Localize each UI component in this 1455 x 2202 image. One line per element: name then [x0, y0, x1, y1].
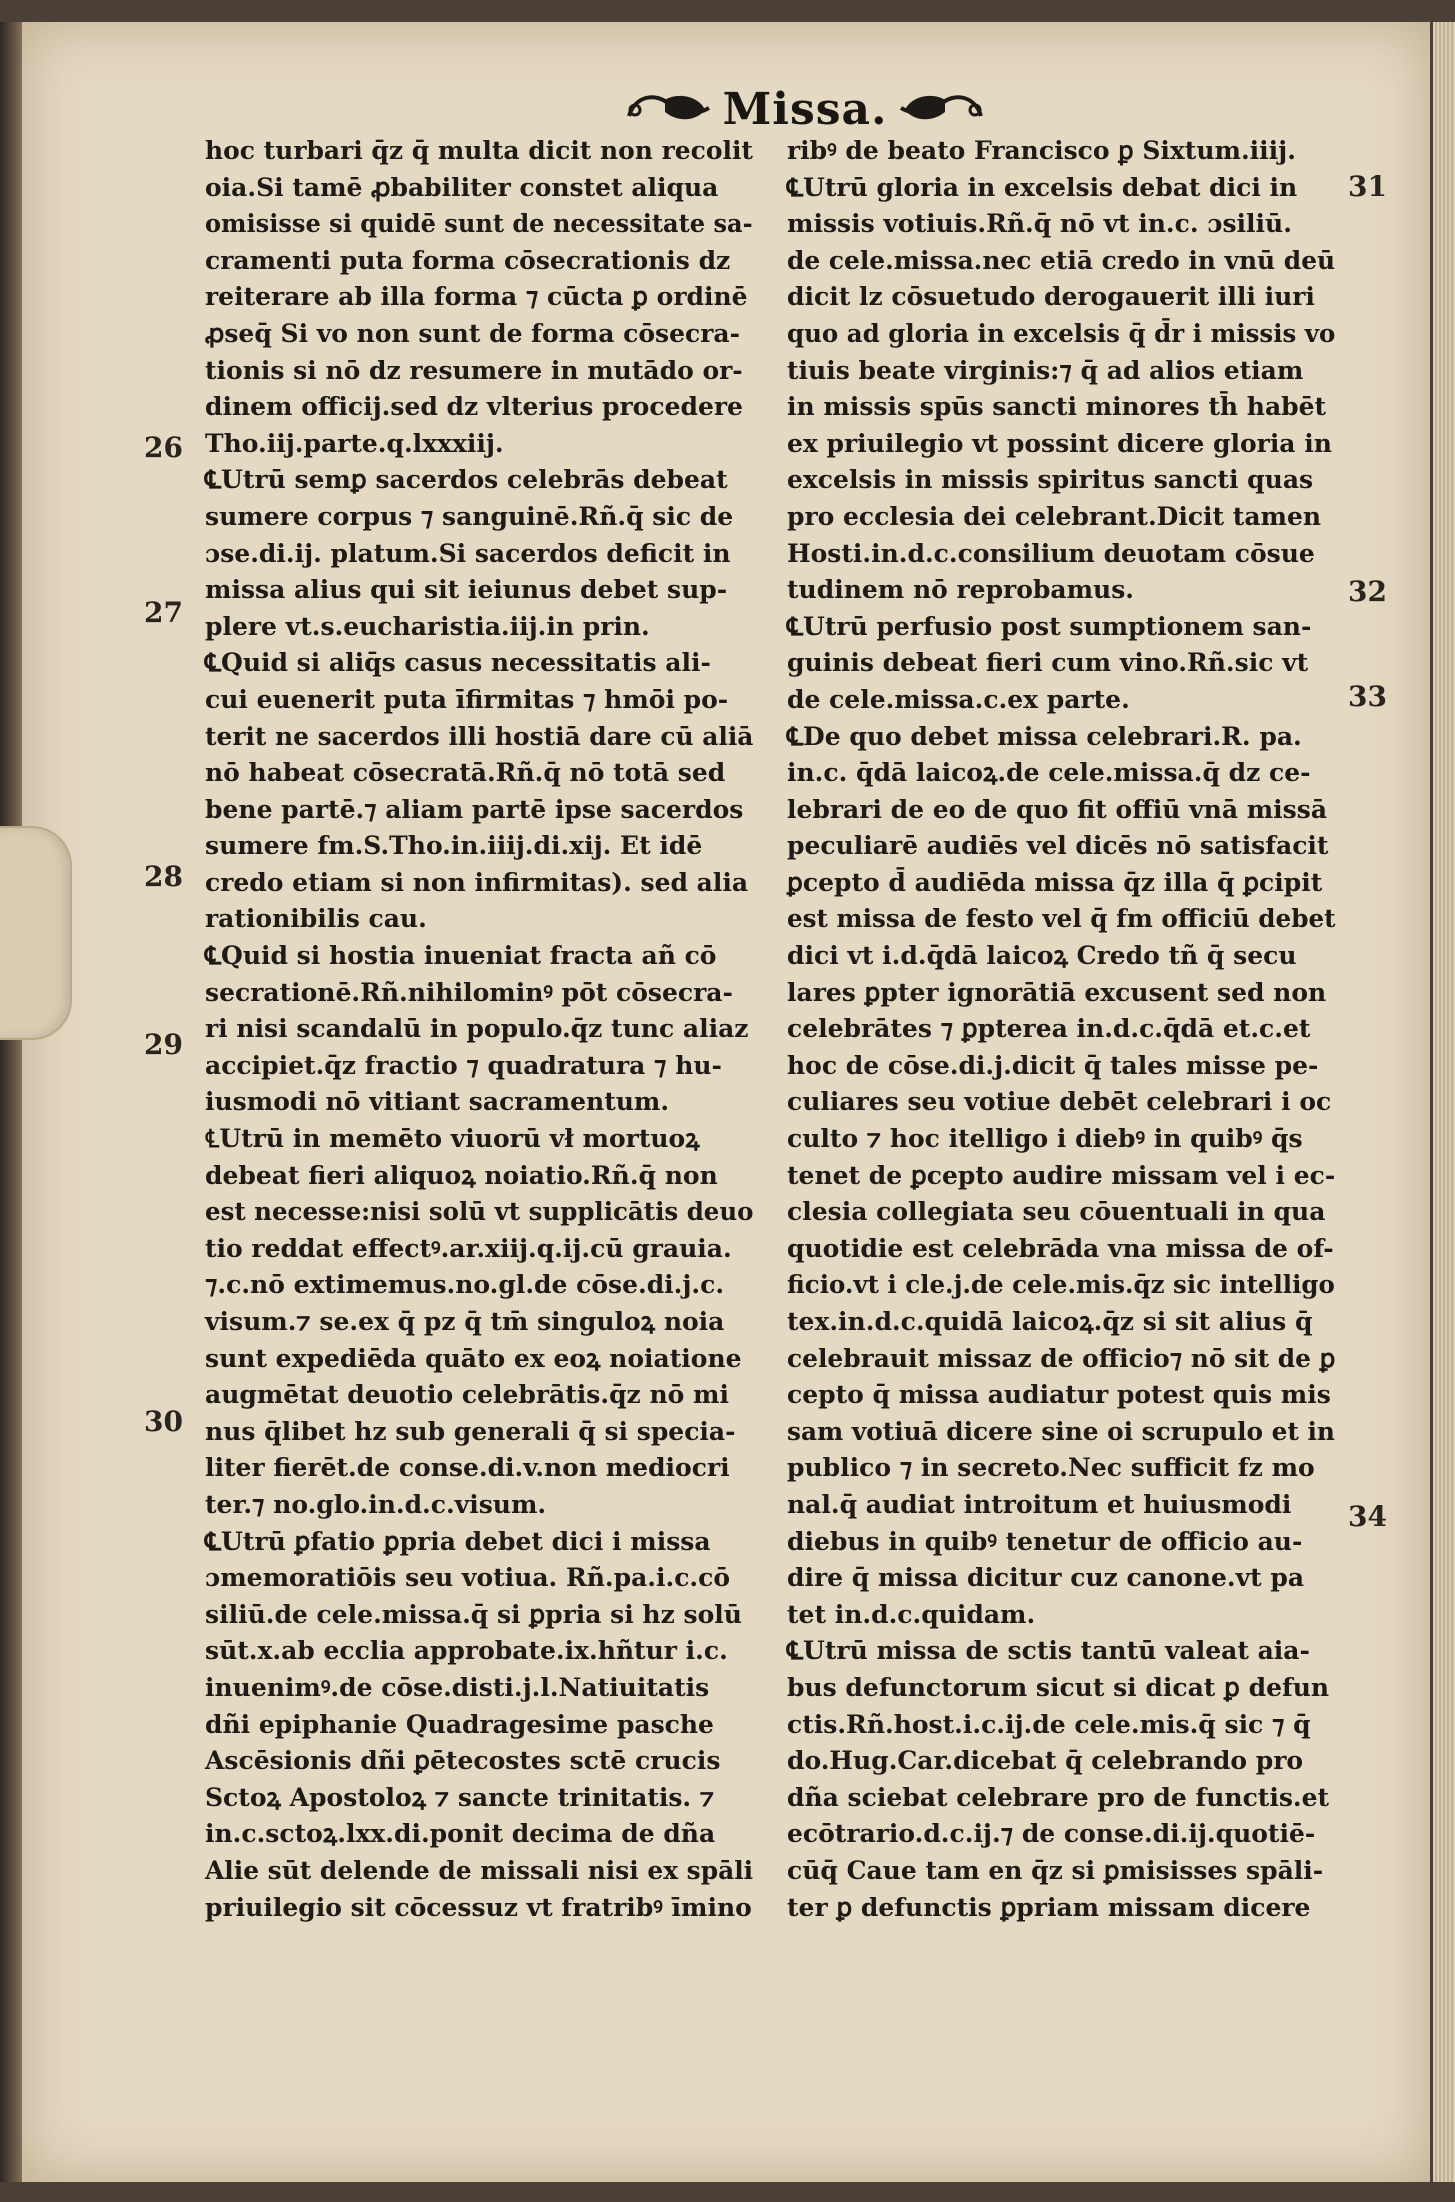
text-line: ⁊.c.nō extimemus.no.gl.de cōse.di.j.c.	[205, 1270, 725, 1300]
text-line: celebrātes ⁊ ꝑpterea in.d.c.q̄dā et.c.et	[787, 1014, 1311, 1044]
text-line: hoc de cōse.di.j.dicit q̄ tales misse pe-	[787, 1050, 1319, 1080]
text-line: guinis debeat fieri cum vino.Rñ.sic vt	[787, 648, 1309, 678]
text-line: augmētat deuotio celebrātis.q̄z nō mi	[205, 1380, 729, 1410]
text-line: ℄Quid si aliq̄s casus necessitatis ali-	[205, 648, 711, 678]
right-ornament-icon	[897, 86, 985, 132]
text-line: ribꝰ de beato Francisco ꝑ Sixtum.iiij.	[787, 136, 1296, 165]
text-line: hoc turbari q̄z q̄ multa dicit non recolit	[205, 136, 753, 165]
text-line: in.c.sctoꝝ.lxx.di.ponit decima de dña	[205, 1819, 716, 1849]
text-line: in missis spūs sancti minores th̄ habēt	[787, 392, 1327, 422]
text-line: dinem officij.sed dz vlterius procedere	[205, 392, 743, 422]
text-line: ter.⁊ no.glo.in.d.c.visum.	[205, 1489, 547, 1519]
text-line: pro ecclesia dei celebrant.Dicit tamen	[787, 501, 1322, 531]
text-line: reiterare ab illa forma ⁊ cūcta ꝑ ordinē	[205, 282, 748, 312]
text-line: visum.⁊ se.ex q̄ pz q̄ tm̄ singuloꝝ noia	[205, 1307, 725, 1336]
text-line: culto ⁊ hoc itelligo i diebꝰ in quibꝰ q̄s	[787, 1124, 1303, 1154]
text-line: do.Hug.Car.dicebat q̄ celebrando pro	[787, 1746, 1304, 1776]
margin-number-34: 34	[1348, 1500, 1387, 1533]
text-line: bene partē.⁊ aliam partē ipse sacerdos	[205, 794, 744, 824]
text-line: ℄Utrū in memēto viuorū vł mortuoꝝ	[205, 1124, 700, 1154]
text-line: dicit lz cōsuetudo derogauerit illi iuri	[787, 282, 1315, 312]
text-line: terit ne sacerdos illi hostiā dare cū aliā	[205, 721, 754, 751]
text-line: tionis si nō dz resumere in mutādo or-	[205, 355, 743, 385]
text-line: ℄Utrū semꝑ sacerdos celebrās debeat	[205, 465, 728, 495]
margin-number-33: 33	[1348, 680, 1387, 713]
text-line: Ascēsionis dñi ꝑētecostes sctē crucis	[205, 1746, 721, 1776]
margin-number-32: 32	[1348, 575, 1387, 608]
text-line: tio reddat effectꝰ.ar.xiij.q.ij.cū grauia.	[205, 1233, 732, 1263]
text-line: in.c. q̄dā laicoꝝ.de cele.missa.q̄ dz ce-	[787, 758, 1311, 788]
text-line: missa alius qui sit ieiunus debet sup-	[205, 575, 728, 605]
text-line: ex priuilegio vt possint dicere gloria in	[787, 428, 1332, 458]
text-line: ℄Quid si hostia inueniat fracta añ cō	[205, 941, 717, 971]
margin-number-27: 27	[144, 596, 183, 629]
text-line: ꝑcepto d̄ audiēda missa q̄z illa q̄ ꝑcipit	[787, 867, 1323, 897]
text-line: tet in.d.c.quidam.	[787, 1599, 1036, 1629]
text-line: cepto q̄ missa audiatur potest quis mis	[787, 1380, 1331, 1410]
text-line: cūq̄ Caue tam en q̄z si ꝑmisisses spāli-	[787, 1855, 1324, 1885]
text-line: ℄De quo debet missa celebrari.R. pa.	[787, 721, 1302, 751]
text-line: ꝓseq̄ Si vo non sunt de forma cōsecra-	[205, 318, 740, 348]
text-line: nō habeat cōsecratā.Rñ.q̄ nō totā sed	[205, 758, 726, 788]
text-line: tex.in.d.c.quidā laicoꝝ.q̄z si sit alius q̄	[787, 1307, 1313, 1336]
left-ornament-icon	[625, 86, 713, 132]
text-line: ecōtrario.d.c.ij.⁊ de conse.di.ij.quotiē-	[787, 1819, 1316, 1849]
text-line: ɔse.di.ij. platum.Si sacerdos deficit in	[205, 538, 731, 568]
text-line: secrationē.Rñ.nihilominꝰ pōt cōsecra-	[205, 977, 733, 1007]
margin-number-30: 30	[144, 1405, 183, 1438]
text-line: ter ꝑ defunctis ꝑpriam missam dicere	[787, 1892, 1311, 1922]
margin-number-26: 26	[144, 431, 183, 464]
text-line: rationibilis cau.	[205, 904, 427, 934]
text-line: bus defunctorum sicut si dicat ꝑ defun	[787, 1672, 1330, 1702]
text-line: ℄Utrū gloria in excelsis debat dici in	[787, 172, 1298, 202]
text-line: siliū.de cele.missa.q̄ si ꝑpria si hz solū	[205, 1599, 742, 1629]
text-line: nus q̄libet hz sub generali q̄̄ si specia-	[205, 1416, 736, 1446]
text-line: ℄Utrū missa de sctis tantū valeat aia-	[787, 1636, 1310, 1666]
text-line: sumere fm.S.Tho.in.iiij.di.xij. Et idē	[205, 831, 703, 861]
text-line: Tho.iij.parte.q.lxxxiij.	[205, 428, 504, 458]
right-text-column	[787, 133, 1347, 1926]
text-line: celebrauit missaz de officio⁊ nō sit de ꝑ	[787, 1343, 1336, 1373]
text-line: sam votiuā dicere sine oi scrupulo et in	[787, 1416, 1335, 1446]
text-line: ℄Utrū ꝑfatio ꝑpria debet dici i missa	[205, 1526, 711, 1556]
text-line: accipiet.q̄z fractio ⁊ quadratura ⁊ hu-	[205, 1050, 722, 1080]
page-title: Missa.	[722, 83, 888, 135]
text-line: dñi epiphanie Quadragesime pasche	[205, 1709, 714, 1739]
text-line: omisisse si quidē sunt de necessitate sa-	[205, 209, 753, 239]
text-line: sumere corpus ⁊ sanguinē.Rñ.q̄ sic de	[205, 501, 734, 531]
page-tab-marker	[0, 826, 72, 1040]
text-line: quo ad gloria in excelsis q̄ d̄r i missis vo	[787, 318, 1336, 348]
text-line: est missa de festo vel q̄ fm officiū debet	[787, 904, 1336, 934]
text-line: nal.q̄ audiat introitum et huiusmodi	[787, 1489, 1292, 1519]
text-line: tenet de ꝑcepto audire missam vel i ec-	[787, 1160, 1336, 1190]
text-line: de cele.missa.c.ex parte.	[787, 684, 1130, 714]
text-line: ficio.vt i cle.j.de cele.mis.q̄z sic intelligo	[787, 1270, 1335, 1300]
text-line: inuenimꝰ.de cōse.disti.j.l.Natiuitatis	[205, 1672, 710, 1702]
text-line: publico ⁊ in secreto.Nec sufficit fz mo	[787, 1453, 1315, 1483]
text-line: clesia collegiata seu cōuentuali in qua	[787, 1197, 1326, 1227]
text-line: dña sciebat celebrare pro de functis.et	[787, 1782, 1330, 1812]
text-line: dici vt i.d.q̄dā laicoꝝ Credo tñ q̄ secu	[787, 941, 1297, 971]
text-line: est necesse:nisi solū vt supplicātis deuo	[205, 1197, 754, 1227]
text-line: tiuis beate virginis:⁊ q̄ ad alios etiam	[787, 355, 1304, 385]
text-line: ctis.Rñ.host.i.c.ij.de cele.mis.q̄ sic ⁊ q̄	[787, 1709, 1311, 1739]
text-line: debeat fieri aliquoꝝ noiatio.Rñ.q̄ non	[205, 1160, 718, 1190]
margin-number-31: 31	[1348, 170, 1387, 203]
text-line: cramenti puta forma cōsecrationis dz	[205, 245, 731, 275]
text-line: dire q̄ missa dicitur cuz canone.vt pa	[787, 1563, 1305, 1593]
text-line: liter fierēt.de conse.di.v.non mediocri	[205, 1453, 730, 1483]
text-line: Sctoꝝ Apostoloꝝ ⁊ sancte trinitatis. ⁊	[205, 1782, 715, 1812]
text-line: Hosti.in.d.c.consilium deuotam cōsue	[787, 538, 1315, 568]
text-line: excelsis in missis spiritus sancti quas	[787, 465, 1314, 495]
text-line: culiares seu votiue debēt celebrari i oc	[787, 1087, 1332, 1117]
text-line: cui euenerit puta īfirmitas ⁊ hmōi po-	[205, 684, 729, 714]
text-line: ɔmemoratiōis seu votiua. Rñ.pa.i.c.cō	[205, 1563, 731, 1593]
text-line: peculiarē audiēs vel dicēs nō satisfacit	[787, 831, 1329, 861]
text-line: plere vt.s.eucharistia.iij.in prin.	[205, 611, 650, 641]
text-line: ri nisi scandalū in populo.q̄z tunc aliaz	[205, 1014, 749, 1044]
text-line: lares ꝑpter ignorātiā excusent sed non	[787, 977, 1327, 1007]
text-line: tudinem nō reprobamus.	[787, 575, 1134, 605]
text-line: iusmodi nō vitiant sacramentum.	[205, 1087, 670, 1117]
text-line: lebrari de eo de quo fit offiū vnā missā	[787, 794, 1328, 824]
text-line: quotidie est celebrāda vna missa de of-	[787, 1233, 1334, 1263]
text-line: oia.Si tamē ꝓbabiliter constet aliqua	[205, 172, 719, 202]
left-text-column	[205, 133, 765, 1926]
page-fore-edge	[1433, 22, 1455, 2182]
text-line: Alie sūt delende de missali nisi ex spāli	[205, 1855, 754, 1885]
text-line: ℄Utrū perfusio post sumptionem san-	[787, 611, 1312, 641]
text-line: sūt.x.ab ecclia approbate.ix.hñtur i.c.	[205, 1636, 728, 1666]
text-line: sunt expediēda quāto ex eoꝝ noiatione	[205, 1343, 742, 1373]
text-line: missis votiuis.Rñ.q̄ nō vt in.c. ɔsiliū.	[787, 209, 1292, 239]
text-line: priuilegio sit cōcessuz vt fratribꝰ īmino	[205, 1892, 752, 1922]
text-line: credo etiam si non infirmitas). sed alia	[205, 867, 749, 897]
text-line: de cele.missa.nec etiā credo in vnū deū	[787, 245, 1336, 275]
margin-number-29: 29	[144, 1028, 183, 1061]
text-line: diebus in quibꝰ tenetur de officio au-	[787, 1526, 1303, 1556]
margin-number-28: 28	[144, 860, 183, 893]
